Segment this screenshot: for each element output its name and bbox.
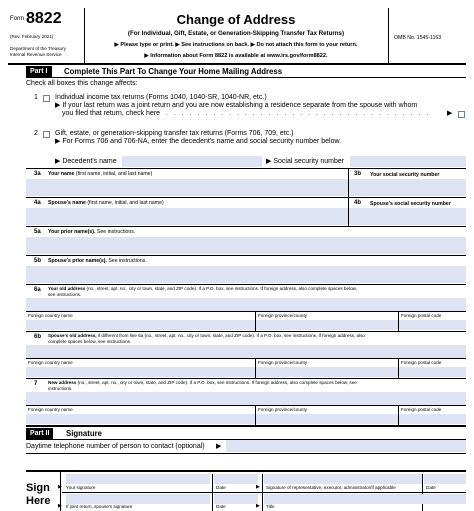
decedent-ssn-field[interactable] (350, 156, 466, 167)
line-3b-label: Your social security number (370, 172, 440, 178)
spouse-prior-names-field[interactable] (26, 266, 466, 283)
row-rule-7-foreign (26, 405, 466, 406)
sign-rule (26, 470, 466, 472)
row-rule-6a (26, 284, 466, 285)
item1-joint-checkbox[interactable] (458, 111, 465, 118)
department: Department of the Treasury Internal Revenue Service (10, 46, 66, 57)
line-5b-number: 5b (34, 258, 42, 264)
item2-checkbox[interactable] (43, 131, 50, 138)
item1-checkbox[interactable] (43, 95, 50, 102)
item1-joint-text: ▶ If your last return was a joint return and you are now establishing a residence separate from the spouse with whom (55, 102, 418, 109)
6a-foreign-postal-label: Foreign postal code (401, 313, 442, 318)
part1-title: Complete This Part To Change Your Home Mailing Address (64, 67, 283, 76)
rep-signature-arrow-icon: ▶ (256, 484, 260, 490)
your-signature-label: Your signature (66, 485, 96, 490)
7-foreign-postal-label: Foreign postal code (401, 407, 442, 412)
line-7-label: New address (48, 380, 77, 385)
line-5b-hint: See instructions. (108, 258, 147, 264)
row-rule-6a-foreign (26, 311, 466, 312)
line-4b-label: Spouse's social security number (370, 201, 451, 207)
line-6a-label: Your old address (48, 286, 86, 291)
line-5a-number: 5a (34, 229, 41, 235)
part2-title: Signature (66, 429, 102, 438)
your-ssn-field[interactable] (349, 179, 466, 196)
line-5a-hint: See instructions. (96, 229, 136, 235)
row-rule-6b-foreign (26, 358, 466, 359)
your-name-field[interactable] (26, 179, 348, 196)
item2-decedent-text: ▶ For Forms 706 and 706-NA, enter the decedent's name and social security number below. (55, 138, 342, 145)
omb-number: OMB No. 1545-1163 (394, 35, 442, 41)
line-6b-label-wrap (48, 333, 466, 339)
row-rule-7 (26, 378, 466, 379)
line-5a-label-wrap (48, 229, 135, 235)
spouse-ssn-field[interactable] (349, 208, 466, 225)
title-field[interactable] (264, 494, 466, 504)
your-signature-arrow-icon: ▶ (58, 484, 62, 490)
7-foreign-province-label: Foreign province/county (258, 407, 308, 412)
phone-field[interactable] (226, 440, 466, 452)
6b-foreign-country-field[interactable] (26, 367, 255, 377)
part1-rule (26, 77, 466, 78)
line-6b-hint2: complete spaces below, see instructions. (48, 339, 132, 344)
decedent-name-label: ▶ Decedent's name (55, 158, 117, 165)
part2-tag: Part II (26, 428, 53, 439)
form-number: 8822 (26, 10, 62, 27)
line-4a-hint: (first name, initial, and last name) (87, 200, 164, 206)
line-3a-number: 3a (34, 171, 41, 177)
6b-foreign-country-label: Foreign country name (28, 360, 73, 365)
row-rule-3 (26, 168, 466, 169)
row-rule-5a (26, 226, 466, 227)
line-3b-number: 3b (354, 171, 362, 177)
part2-rule-top (26, 425, 466, 427)
spouse-signature-field[interactable] (66, 494, 210, 504)
header-divider-right (388, 8, 389, 64)
line-6b-number: 6b (34, 334, 42, 340)
line-6b-hint: if different from line 6a (no., street, apt. no., city or town, state, and ZIP code). If a P.O. box, see instructions. If foreign address, also (97, 333, 365, 338)
form-info: ▶ Information about Form 8822 is available at www.irs.gov/form8822. (144, 53, 328, 59)
decedent-name-field[interactable] (122, 156, 262, 167)
spouse-signature-arrow-icon: ▶ (58, 503, 62, 509)
line-6b-label: Spouse's old address, (48, 333, 97, 338)
phone-arrow-icon: ▶ (216, 443, 222, 450)
header-divider-left (84, 8, 85, 64)
line-5b-label-wrap (48, 258, 147, 264)
rep-signature-label: Signature of representative, executor, administrator/if applicable (266, 485, 396, 490)
rep-signature-field[interactable] (264, 474, 422, 484)
row-rule-5b (26, 255, 466, 256)
7-foreign-province-field[interactable] (256, 414, 398, 424)
line-4a-label: Spouse's name (48, 200, 86, 206)
line-3a-label-wrap (48, 171, 152, 177)
6b-foreign-postal-label: Foreign postal code (401, 360, 442, 365)
your-prior-names-field[interactable] (26, 237, 466, 254)
here-label: Here (26, 495, 51, 507)
7-foreign-country-label: Foreign country name (28, 407, 73, 412)
line-6a-hint2: see instructions. (48, 292, 82, 297)
item1-text: Individual income tax returns (Forms 1040, 1040-SR, 1040-NR, etc.) (55, 94, 267, 101)
spouse-old-address-field[interactable] (26, 345, 466, 358)
phone-rule (26, 453, 466, 454)
row-rule-4 (26, 197, 466, 198)
6a-foreign-province-label: Foreign province/county (258, 313, 308, 318)
6b-foreign-postal-field[interactable] (399, 367, 466, 377)
title-arrow-icon: ▶ (256, 503, 260, 509)
your-signature-date-field[interactable] (214, 474, 258, 484)
7-foreign-postal-field[interactable] (399, 414, 466, 424)
form-title: Change of Address (176, 12, 296, 27)
sig-mid-rule (62, 492, 466, 493)
line-4b-number: 4b (354, 200, 362, 206)
6a-foreign-province-field[interactable] (256, 320, 398, 330)
phone-label: Daytime telephone number of person to contact (optional) (26, 443, 205, 450)
rep-signature-date-field[interactable] (424, 474, 466, 484)
6a-foreign-country-field[interactable] (26, 320, 255, 330)
spouse-signature-label: If joint return, spouse's signature (66, 504, 133, 509)
6a-foreign-country-label: Foreign country name (28, 313, 73, 318)
item1-check-here: you filed that return, check here (62, 110, 161, 117)
old-address-field[interactable] (26, 298, 466, 311)
form-instructions: ▶ Please type or print. ▶ See instructions on back. ▶ Do not attach this form to your return. (114, 42, 358, 48)
header-rule (8, 63, 466, 65)
line-7-number: 7 (34, 381, 38, 387)
row-rule-6b (26, 331, 466, 332)
line-5b-label: Spouse's prior name(s). (48, 258, 107, 264)
form-subtitle: (For Individual, Gift, Estate, or Generation-Skipping Transfer Tax Returns) (127, 30, 345, 37)
item1-arrow-icon: ▶ (447, 110, 453, 117)
7-foreign-country-field[interactable] (26, 414, 255, 424)
title-label: Title (266, 504, 275, 509)
spouse-signature-date-label: Date (216, 504, 226, 509)
spouse-name-field[interactable] (26, 208, 348, 225)
item1-number: 1 (34, 94, 38, 101)
form-revision: (Rev. February 2021) (10, 34, 54, 39)
line-7-hint2: instructions. (48, 386, 73, 391)
part1-tag: Part I (26, 66, 52, 77)
your-signature-field[interactable] (66, 474, 210, 484)
form-label: Form (10, 16, 24, 22)
line-7-label-wrap (48, 380, 466, 386)
6b-foreign-province-field[interactable] (256, 367, 398, 377)
rep-signature-date-label: Date (426, 485, 436, 490)
decedent-ssn-label: ▶ Social security number (266, 158, 345, 165)
line-4a-number: 4a (34, 200, 41, 206)
item2-text: Gift, estate, or generation-skipping transfer tax returns (Forms 706, 709, etc.) (55, 130, 294, 137)
item2-number: 2 (34, 130, 38, 137)
sign-label: Sign (26, 482, 50, 494)
spouse-signature-date-field[interactable] (214, 494, 258, 504)
check-all-label: Check all boxes this change affects: (26, 80, 138, 87)
line-3a-label: Your name (48, 171, 75, 177)
line-7-hint: (no., street, apt. no., city or town, state, and ZIP code). If a P.O. box, see instructions. If foreign address, also complete spaces below, see (77, 380, 357, 385)
line-6a-hint: (no., street, apt. no., city or town, state, and ZIP code). If a P.O. box, see instructions. If foreign address, also complete spaces below, (86, 286, 357, 291)
6a-foreign-postal-field[interactable] (399, 320, 466, 330)
your-signature-date-label: Date (216, 485, 226, 490)
new-address-field[interactable] (26, 392, 466, 405)
6b-foreign-province-label: Foreign province/county (258, 360, 308, 365)
line-6a-number: 6a (34, 287, 41, 293)
line-3a-hint: (first name, initial, and last name) (75, 171, 153, 177)
line-5a-label: Your prior name(s). (48, 229, 96, 235)
line-6a-label-wrap (48, 286, 466, 292)
line-4a-label-wrap (48, 200, 164, 206)
